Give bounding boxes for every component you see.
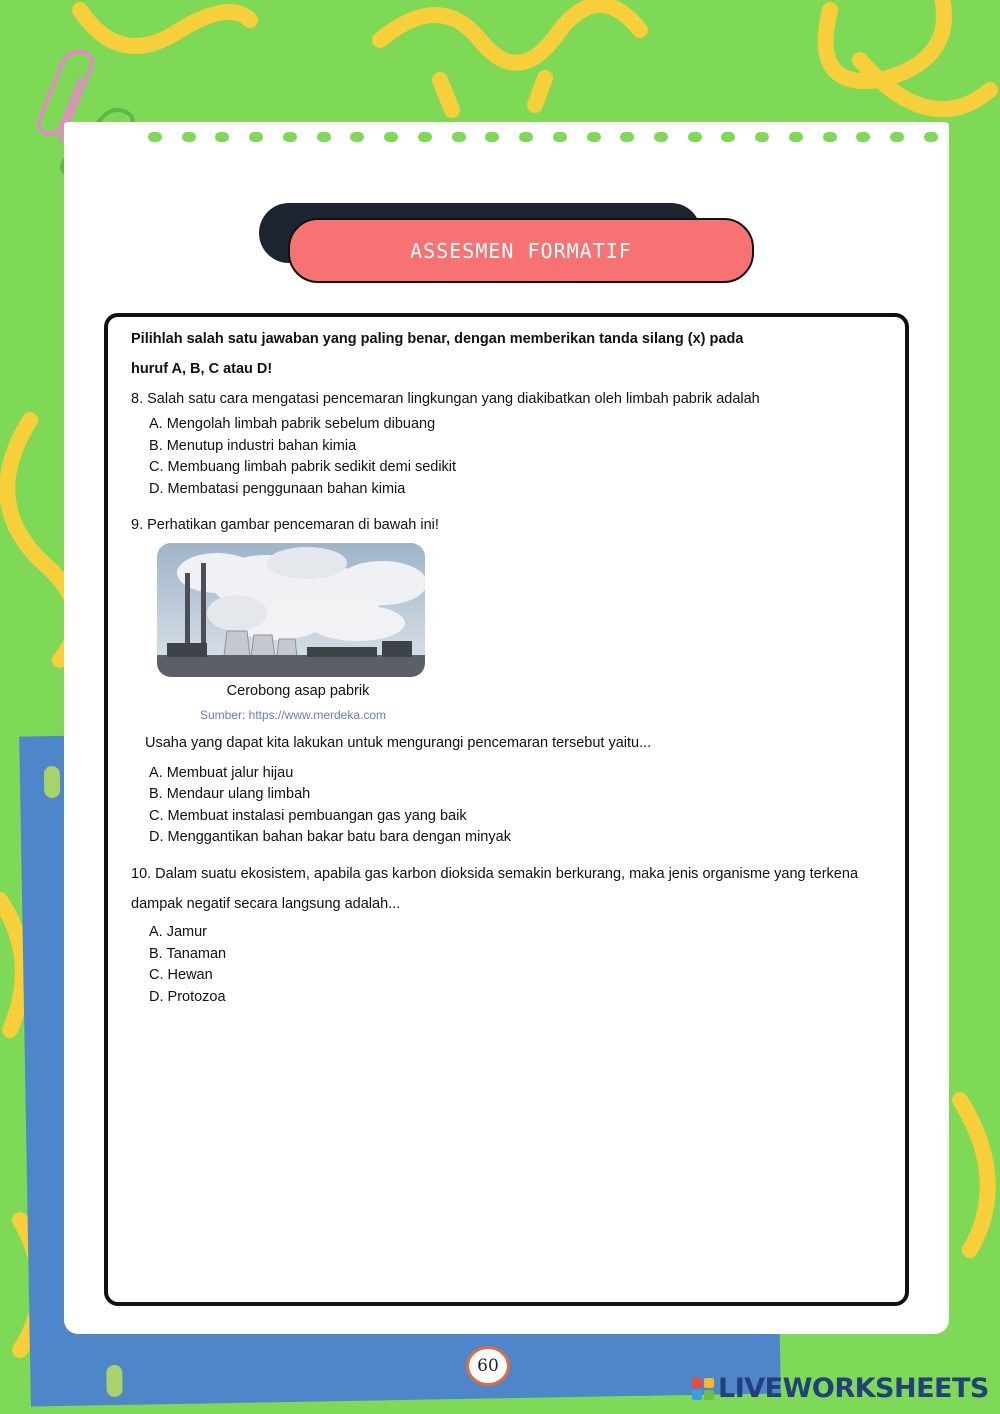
liveworksheets-logo-icon: [692, 1378, 714, 1400]
question-9-option-c[interactable]: C. Membuat instalasi pembuangan gas yang baik: [149, 808, 467, 824]
binder-hole: [106, 1365, 123, 1397]
instruction-line-2: huruf A, B, C atau D!: [131, 361, 273, 377]
question-10-option-a[interactable]: A. Jamur: [149, 924, 208, 940]
question-8-stem: 8. Salah satu cara mengatasi pencemaran lingkungan yang diakibatkan oleh limbah pabrik adalah: [131, 391, 760, 407]
page-number: [466, 1346, 510, 1386]
question-9-stem: 9. Perhatikan gambar pencemaran di bawah ini!: [131, 517, 439, 533]
question-10-option-d[interactable]: D. Protozoa: [149, 989, 226, 1005]
question-10-stem-line-1: 10. Dalam suatu ekosistem, apabila gas karbon dioksida semakin berkurang, maka jenis organisme yang terkena: [131, 866, 859, 882]
dotted-border: [148, 132, 938, 146]
liveworksheets-logo[interactable]: [692, 1373, 989, 1404]
question-9-option-d[interactable]: D. Menggantikan bahan bakar batu bara dengan minyak: [149, 829, 511, 845]
question-10-option-c[interactable]: C. Hewan: [149, 967, 213, 983]
factory-smoke-image: [157, 543, 425, 677]
liveworksheets-brand-text: LIVEWORKSHEETS: [718, 1373, 989, 1404]
page-title: [288, 218, 754, 283]
image-caption: Cerobong asap pabrik: [226, 683, 370, 699]
question-10-option-b[interactable]: B. Tanaman: [149, 946, 227, 962]
question-9-option-b[interactable]: B. Mendaur ulang limbah: [149, 786, 311, 802]
instruction-line-1: Pilihlah salah satu jawaban yang paling benar, dengan memberikan tanda silang (x) pada: [131, 331, 744, 347]
question-8-option-b[interactable]: B. Menutup industri bahan kimia: [149, 438, 357, 454]
question-8-option-c[interactable]: C. Membuang limbah pabrik sedikit demi sedikit: [149, 459, 457, 475]
question-8-option-a[interactable]: A. Mengolah limbah pabrik sebelum dibuang: [149, 416, 436, 432]
question-8-option-d[interactable]: D. Membatasi penggunaan bahan kimia: [149, 481, 406, 497]
image-source-link[interactable]: Sumber: https://www.merdeka.com: [199, 708, 387, 722]
question-9-prompt: Usaha yang dapat kita lakukan untuk mengurangi pencemaran tersebut yaitu...: [145, 735, 652, 751]
binder-hole: [44, 766, 61, 798]
page-title-text: ASSESMEN FORMATIF: [410, 238, 632, 263]
question-9-option-a[interactable]: A. Membuat jalur hijau: [149, 765, 294, 781]
question-10-stem-line-2: dampak negatif secara langsung adalah...: [131, 896, 401, 912]
page-number-text: 60: [477, 1356, 499, 1376]
